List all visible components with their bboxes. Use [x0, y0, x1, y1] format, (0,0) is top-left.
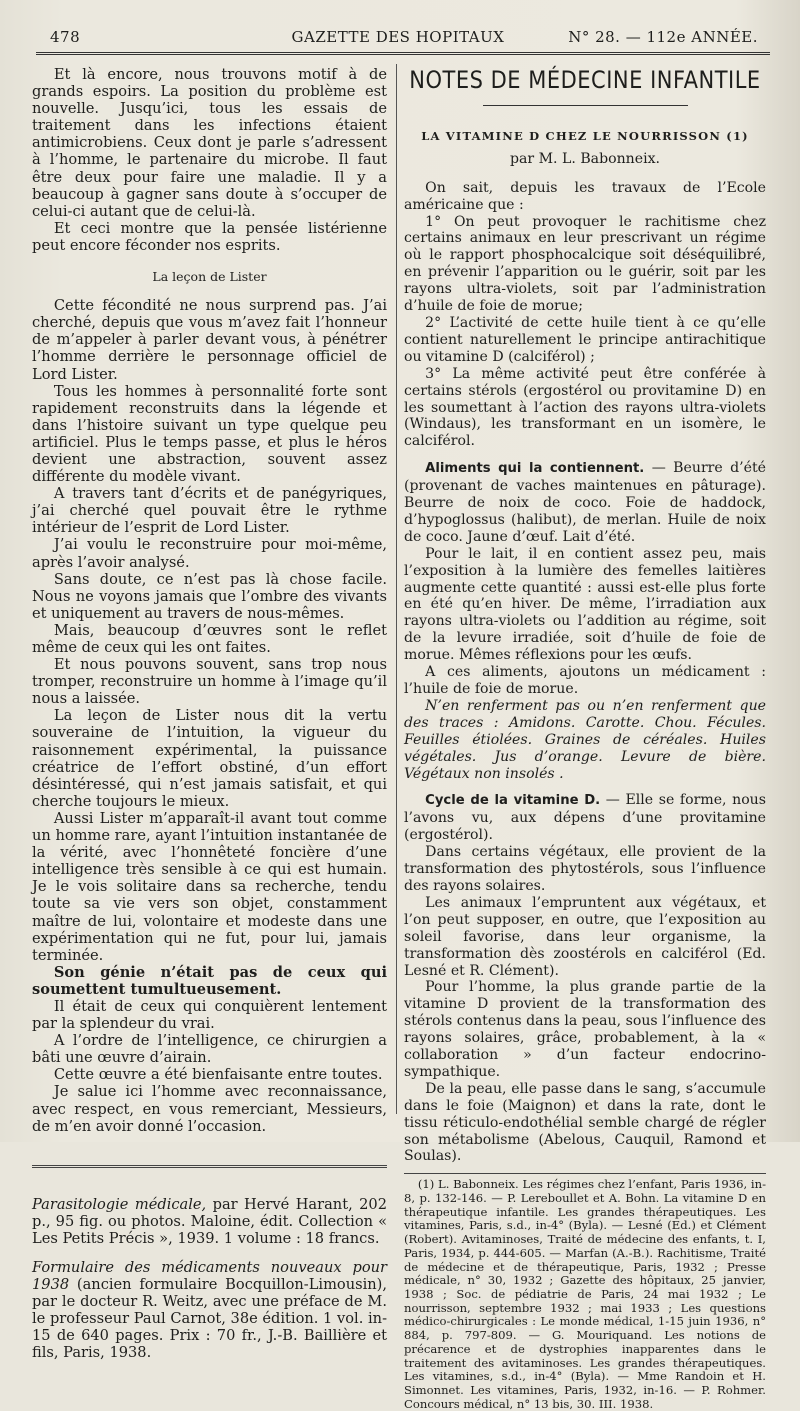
- paragraph: Et nous pouvons souvent, sans trop nous tromper, reconstruire un homme à l’image qu’il nous a laissée.: [32, 656, 387, 708]
- byline: par M. L. Babonneix.: [509, 150, 661, 167]
- paragraph: N’en renferment pas ou n’en renferment que des traces : Amidons. Carotte. Chou. Fécules. Feuilles étiolées. Graines de céréales. Huiles végétales. Jus d’orange. Levure de bière. Végétaux non insolés .: [404, 697, 766, 782]
- paragraph: A ces aliments, ajoutons un médicament : l’huile de foie de morue.: [404, 664, 766, 697]
- aliments-text: — Beurre d’été (provenant de vaches maintenues en pâturage). Beurre de noix de coco. Foie de haddock, d’hypoglossus (halibut), de merlan. Huile de noix de coco. Jaune d’œuf. Lait d’été.: [404, 460, 766, 545]
- header-rule: [36, 52, 770, 55]
- section-title: NOTES DE MÉDECINE INFANTILE: [409, 66, 761, 94]
- paragraph: [404, 792, 766, 844]
- book-review: [32, 1259, 387, 1362]
- subheading-lecon-de-lister: La leçon de Lister: [152, 269, 267, 285]
- paragraph: Dans certains végétaux, elle provient de la transformation des phytostérols, sous l’influence des rayons solaires.: [404, 844, 766, 894]
- title-rule: [483, 105, 688, 106]
- paragraph: Cette fécondité ne nous surprend pas. J’ai cherché, depuis que vous m’avez fait l’honneur de m’appeler à parler devant vous, à pénétrer l’homme derrière le personnage officiel de Lord Lister.: [32, 297, 387, 383]
- footnote-rule: [404, 1173, 766, 1174]
- paragraph: Il était de ceux qui conquièrent lentement par la splendeur du vrai.: [32, 997, 387, 1033]
- paragraph: Aussi Lister m’apparaît-il avant tout comme un homme rare, ayant l’intuition instantanée de la vérité, avec l’honnêteté foncière d’une intelligence très sensible à ce qui est humain. Je le vois solitaire dans sa recherche, tendu toute sa vie vers son objet, constamment maître de lui, volontaire et modeste dans une expérimentation qui ne fut, pour lui, jamais terminée.: [32, 809, 387, 964]
- aliments-heading: Aliments qui la contiennent.: [425, 461, 645, 477]
- page-header: [36, 22, 760, 52]
- paragraph: Mais, beaucoup d’œuvres sont le reflet même de ceux qui les ont faites.: [32, 621, 387, 656]
- numbered-point: 2° L’activité de cette huile tient à ce qu’elle contient naturellement le principe antirachitique ou vitamine D (calciférol) ;: [404, 314, 766, 365]
- paragraph: De la peau, elle passe dans le sang, s’accumule dans le foie (Maignon) et dans la rate, dont le tissu réticulo-endothélial semble chargé de régler son métabolisme (Abelous, Cauquil, Ramond et Soulas).: [404, 1080, 766, 1165]
- book-title: Parasitologie médicale,: [32, 1195, 207, 1213]
- paragraph: Pour l’homme, la plus grande partie de la vitamine D provient de la transformation des stérols contenus dans la peau, sous l’influence des rayons solaires, grâce, probablement, à la « collaboration » d’un facteur endocrino-sympathique.: [404, 979, 766, 1080]
- paragraph: Je salue ici l’homme avec reconnaissance, avec respect, en vous remerciant, Messieurs, de m’en avoir donné l’occasion.: [32, 1083, 387, 1135]
- issue-number: N° 28. — 112e ANNÉE.: [568, 28, 758, 46]
- page-number: 478: [50, 28, 81, 46]
- paragraph: Cette œuvre a été bienfaisante entre toutes.: [53, 1066, 383, 1084]
- paragraph: A l’ordre de l’intelligence, ce chirurgien a bâti une œuvre d’airain.: [32, 1032, 387, 1067]
- cycle-heading: Cycle de la vitamine D.: [425, 793, 601, 809]
- book-review: [32, 1196, 387, 1247]
- paragraph: Son génie n’était pas de ceux qui soumettent tumultueusement.: [32, 963, 387, 998]
- paragraph: Et là encore, nous trouvons motif à de grands espoirs. La position du problème est nouvelle. Jusqu’ici, tous les essais de traitement dans les infections étaient antimicrobiens. Ceux dont je parle s’adressent à l’homme, le partenaire du microbe. Il faut être deux pour faire une maladie. Il y a beaucoup à gagner sans doute à s’occuper de celui-ci autant que de celui-là.: [32, 66, 387, 220]
- right-column: [404, 66, 766, 1411]
- paragraph: J’ai voulu le reconstruire pour moi-même, après l’avoir analysé.: [32, 536, 387, 571]
- paragraph: Tous les hommes à personnalité forte sont rapidement reconstruits dans la légende et dans l’histoire suivant un type quelque peu artificiel. Plus le temps passe, et plus le héros devient une abstraction, souvent assez différente du modèle vivant.: [32, 382, 387, 486]
- numbered-point: 1° On peut provoquer le rachitisme chez certains animaux en leur prescrivant un régime où le rapport phosphocalcique soit déséquilibré, en prévenir l’apparition ou le guérir, soit par les rayons ultra-violets, soit par l’administration d’huile de foie de morue;: [404, 213, 766, 315]
- left-column: [32, 66, 387, 1362]
- book-title: Formulaire des médicaments nouveaux pour 1938: [32, 1259, 387, 1294]
- paragraph: On sait, depuis les travaux de l’Ecole américaine que :: [404, 179, 766, 213]
- numbered-point: 3° La même activité peut être conférée à certains stérols (ergostérol ou provitamine D) en les soumettant à l’action des rayons ultra-violets (Windaus), les transformant en un isomère, le calciférol.: [404, 365, 766, 450]
- footnote: (1) L. Babonneix. Les régimes chez l’enfant, Paris 1936, in-8, p. 132-146. — P. Lereboullet et A. Bohn. La vitamine D en thérapeutique infantile. Les grandes thérapeutiques. Les vitamines, Paris, s.d., in-4° (Byla). — Lesné (Ed.) et Clément (Robert). Avitaminoses, Traité de médecine des enfants, t. I, Paris, 1934, p. 444-605. — Marfan (A.-B.). Rachitisme, Traité de médecine et de thérapeutique, Paris, 1932 ; Presse médicale, n° 30, 1932 ; Gazette des hôpitaux, 25 janvier, 1938 ; Soc. de pédiatrie de Paris, 24 mai 1932 ; Le nourrisson, septembre 1932 ; mai 1933 ; Les questions médico-chirurgicales : Le monde médical, 1-15 juin 1936, n° 884, p. 797-809. — G. Mouriquand. Les notions de précarence et de dystrophies inapparentes dans le traitement des avitaminoses. Les grandes thérapeutiques. Les vitamines, s.d., in-4° (Byla). — Mme Randoin et H. Simonnet. Les vitamines, Paris, 1932, in-16. — P. Rohmer. Concours médical, n° 13 bis, 30. III. 1938.: [404, 1177, 766, 1411]
- column-divider: [396, 64, 397, 1114]
- article-title: LA VITAMINE D CHEZ LE NOURRISSON (1): [421, 128, 749, 143]
- paragraph: Pour le lait, il en contient assez peu, mais l’exposition à la lumière des femelles laitières augmente cette quantité : aussi est-elle plus forte en été qu’en hiver. De même, l’irradiation aux rayons ultra-violets ou l’addition au régime, soit de la levure irradiée, soit d’huile de foie de morue. Mêmes réflexions pour les œufs.: [404, 545, 766, 664]
- paragraph: [404, 460, 766, 546]
- journal-title: GAZETTE DES HOPITAUX: [291, 28, 505, 46]
- paragraph: Sans doute, ce n’est pas là chose facile. Nous ne voyons jamais que l’ombre des vivants et uniquement au travers de nous-mêmes.: [32, 570, 387, 622]
- book-details: (ancien formulaire Bocquillon-Limousin), par le docteur R. Weitz, avec une préface de M. le professeur Paul Carnot, 38e édition. 1 vol. in-15 de 640 pages. Prix : 70 fr., J.-B. Baillière et fils, Paris, 1938.: [32, 1276, 387, 1362]
- book-details: par Hervé Harant, 202 p., 95 fig. ou photos. Maloine, édit. Collection « Les Petits Précis », 1939. 1 volume : 18 francs.: [32, 1195, 387, 1247]
- paragraph: Et ceci montre que la pensée listérienne peut encore féconder nos esprits.: [32, 219, 387, 254]
- paragraph: A travers tant d’écrits et de panégyriques, j’ai cherché quel pouvait être le rythme intérieur de l’esprit de Lord Lister.: [32, 485, 387, 537]
- paragraph: Les animaux l’empruntent aux végétaux, et l’on peut supposer, en outre, que l’exposition au soleil favorise, dans leur organisme, la transformation dès zoostérols en calciférol (Ed. Lesné et R. Clément).: [404, 894, 766, 979]
- paragraph: La leçon de Lister nous dit la vertu souveraine de l’intuition, la vigueur du raisonnement expérimental, la puissance créatrice de l’effort obstiné, d’un effort désintéressé, qui n’est jamais satisfait, et qui cherche toujours le mieux.: [32, 707, 387, 810]
- section-separator: [32, 1165, 387, 1168]
- cycle-text: — Elle se forme, nous l’avons vu, aux dépens d’une provitamine (ergostérol).: [404, 792, 766, 844]
